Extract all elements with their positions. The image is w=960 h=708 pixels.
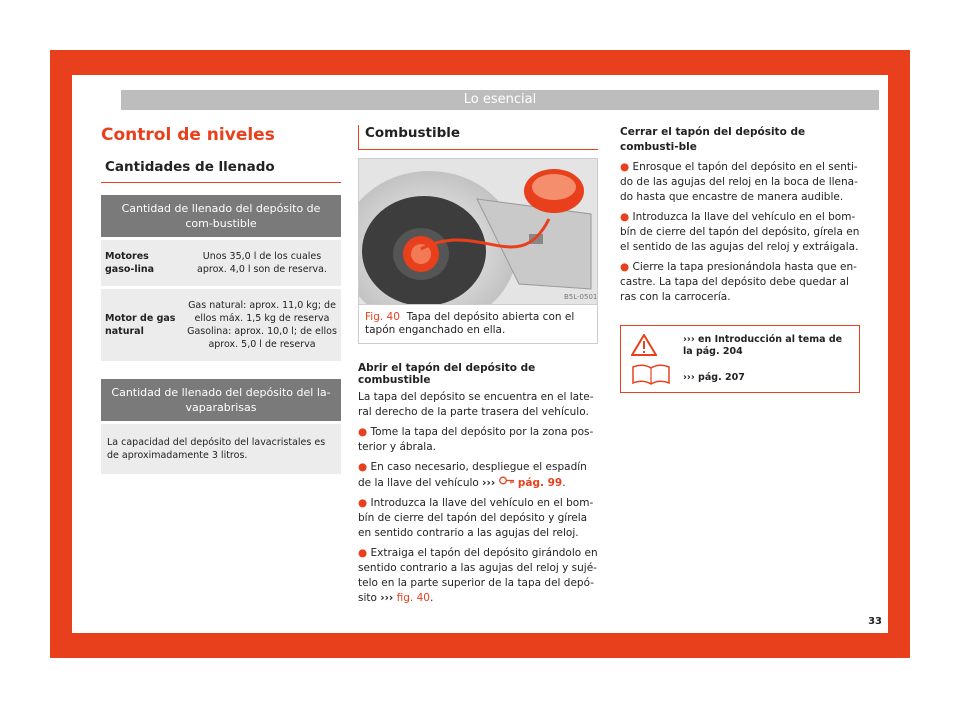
washer-capacity-table xyxy=(101,379,341,474)
table-body: La capacidad del depósito del lavacristales es de aproximadamente 3 litros. xyxy=(101,421,341,474)
section-title: Control de niveles xyxy=(101,125,275,145)
bullet-dot: ● xyxy=(358,426,371,438)
page-reference[interactable]: ››› pág. 207 xyxy=(683,372,745,383)
list-item xyxy=(358,425,598,455)
list-item xyxy=(620,210,860,255)
fuel-door-illustration xyxy=(359,159,597,304)
ref-arrow: ››› xyxy=(482,477,496,489)
list-item xyxy=(620,260,860,305)
row-value: Gas natural: aprox. 11,0 kg; de ellos máx. 1,5 kg de reserva Gasolina: aprox. 10,0 l; de ellos aprox. 5,0 l de reserva xyxy=(187,300,337,350)
open-heading: Abrir el tapón del depósito de combustible xyxy=(358,362,536,386)
list-item xyxy=(358,460,598,491)
bullet-dot: ● xyxy=(358,497,371,509)
bullet-text: Cierre la tapa presionándola hasta que en-castre. La tapa del depósito debe quedar al ras con la carrocería. xyxy=(620,261,857,303)
intro-paragraph: La tapa del depósito se encuentra en el late-ral derecho de la parte trasera del vehículo. xyxy=(358,391,594,418)
page-frame xyxy=(50,50,910,658)
right-column xyxy=(620,125,860,393)
chapter-header: Lo esencial xyxy=(121,90,879,110)
reference-note xyxy=(620,325,860,393)
page-content xyxy=(72,75,888,633)
fuel-door-figure xyxy=(358,158,598,305)
list-item xyxy=(620,160,860,205)
bullet-text: Introduzca la llave del vehículo en el bom-bín de cierre del tapón del depósito, gírela en el sentido de las agujas del reloj y extráigala. xyxy=(620,211,860,253)
bullet-end: . xyxy=(562,477,566,489)
figure-code: B5L-0501 xyxy=(564,293,597,301)
figure-link[interactable]: fig. 40 xyxy=(396,592,430,604)
key-icon xyxy=(499,475,515,486)
warning-reference[interactable]: ››› en Introducción al tema de la pág. 204 xyxy=(683,334,843,357)
bullet-dot: ● xyxy=(620,211,633,223)
bullet-dot: ● xyxy=(358,547,371,559)
list-item xyxy=(358,546,598,606)
row-label: Motores gaso-lina xyxy=(105,251,155,275)
section-title: Combustible xyxy=(358,125,598,150)
book-icon xyxy=(631,362,671,386)
row-label: Motor de gas natural xyxy=(105,313,176,337)
bullet-text: Extraiga el tapón del depósito girándolo en sentido contrario a las agujas del reloj y sujé-telo en la parte superior de la tapa del depó-sito xyxy=(358,547,598,604)
table-heading: Cantidad de llenado del depósito de com-bustible xyxy=(101,195,341,237)
table-row xyxy=(101,237,341,286)
bullet-text: Tome la tapa del depósito por la zona pos-terior y ábrala. xyxy=(358,426,594,453)
close-heading: Cerrar el tapón del depósito de combusti-ble xyxy=(620,126,806,153)
table-row xyxy=(101,286,341,361)
bullet-dot: ● xyxy=(620,261,633,273)
bullet-dot: ● xyxy=(620,161,633,173)
middle-column xyxy=(358,125,598,606)
list-item xyxy=(358,496,598,541)
figure-label: Fig. 40 xyxy=(365,311,400,323)
fuel-capacity-table xyxy=(101,195,341,361)
bullet-text: Enrosque el tapón del depósito en el senti-do de las agujas del reloj en la boca de llena-do hasta que encastre de manera audible. xyxy=(620,161,858,203)
row-value: Unos 35,0 l de los cuales aprox. 4,0 l son de reserva. xyxy=(197,251,327,275)
bullet-text: En caso necesario, despliegue el espadín de la llave del vehículo xyxy=(358,461,587,489)
warning-icon xyxy=(631,334,657,356)
figure-caption xyxy=(358,305,598,344)
table-heading: Cantidad de llenado del depósito del la-vaparabrisas xyxy=(101,379,341,421)
page-link[interactable]: pág. 99 xyxy=(517,477,563,489)
page-number: 33 xyxy=(868,616,882,627)
bullet-text: Introduzca la llave del vehículo en el bom-bín de cierre del tapón del depósito y gírela en sentido contrario a las agujas del reloj. xyxy=(358,497,594,539)
ref-arrow: ››› xyxy=(380,592,394,604)
subsection-title: Cantidades de llenado xyxy=(101,159,341,183)
left-column xyxy=(101,125,341,474)
bullet-dot: ● xyxy=(358,461,371,473)
caption-text: Tapa del depósito abierta con el tapón enganchado en ella. xyxy=(365,311,575,336)
bullet-end: . xyxy=(429,592,434,604)
